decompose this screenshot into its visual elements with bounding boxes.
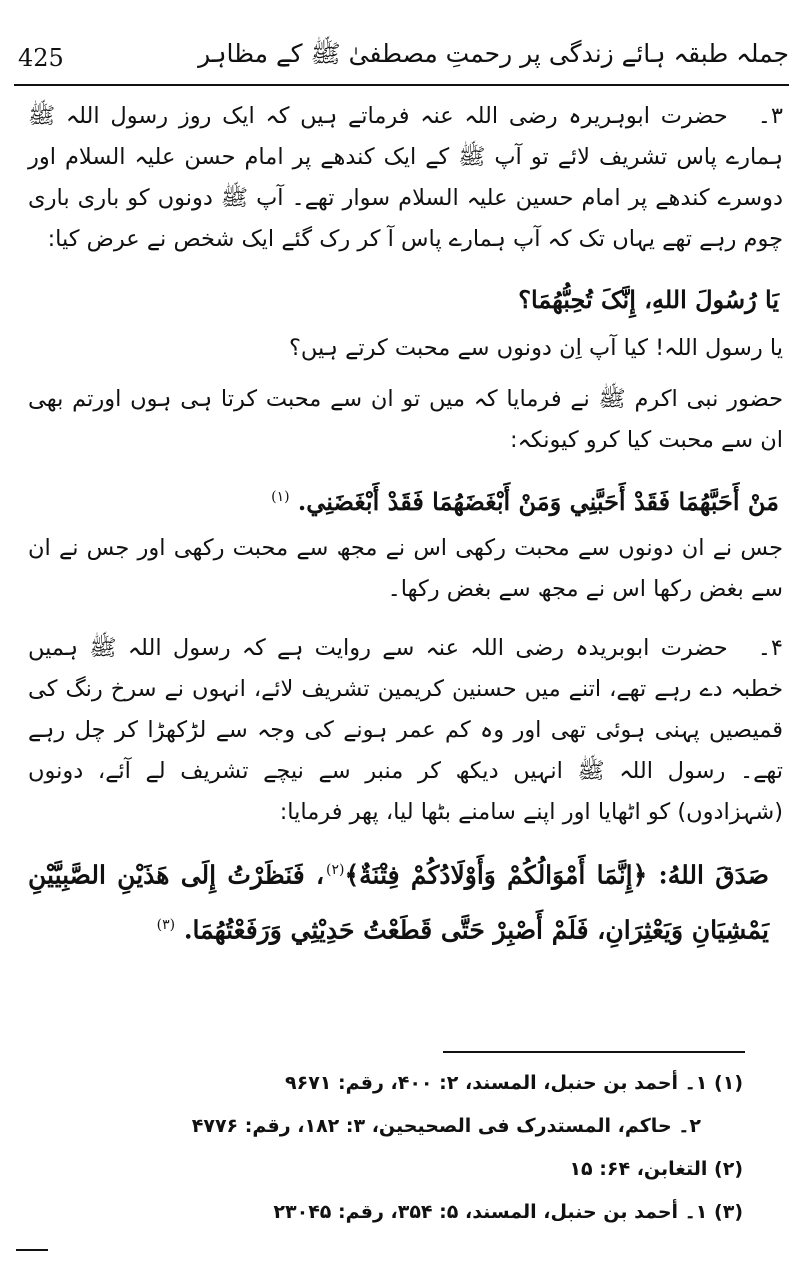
text-line: ایک شخص نے عرض کیا:	[47, 226, 275, 252]
text-line: حضرت ابوبریدہ رضی اللہ عنہ سے روایت ہے کہ رسول اللہ ﷺ ہمیں خطبہ دے رہے تھے،	[28, 635, 783, 702]
header-divider	[14, 84, 789, 86]
footnote-ref: (۳)	[156, 917, 176, 934]
footnote-2: (۲) التغابن، ۶۴: ۱۵	[569, 1158, 743, 1180]
arabic-hadith-text: مَنْ أَحَبَّهُمَا فَقَدْ أَحَبَّنِي وَمَنْ أَبْغَضَهُمَا فَقَدْ أَبْغَضَنِي.	[297, 487, 779, 516]
arabic-quote: يَا رُسُولَ اللهِ، إِنَّکَ تُحِبُّهُمَا؟	[518, 285, 779, 314]
paragraph-3	[28, 96, 783, 260]
text-line: جس نے ان دونوں سے محبت رکھی اس نے مجھ سے محبت رکھی اور جس نے ان سے	[28, 535, 783, 602]
text-line: لائے تو آپ ﷺ کے ایک کندھے پر امام حسن علیہ السلام اور دوسرے کندھے پر امام حسین علیہ السلام سوار	[28, 144, 783, 211]
text-line: حضور نبی اکرم ﷺ نے فرمایا کہ میں تو ان سے محبت کرتا ہی ہوں اورتم بھی ان سے	[28, 386, 783, 453]
continuation-mark	[16, 1249, 48, 1251]
arabic-text: ، فَنَظَرْتُ إِلَى هَذَيْنِ	[117, 860, 325, 890]
arabic-text: الصَّبِيَّيْنِ يَمْشِيَانِ وَيَعْثِرَانِ، فَلَمْ أَصْبِرْ حَتَّى قَطَعْتُ حَدِيْثِي وَرَفَعْتُهُمَا.	[28, 860, 769, 945]
running-title: جملہ طبقہ ہائے زندگی پر رحمتِ مصطفیٰ ﷺ کے مظاہر	[198, 39, 789, 68]
text-line: تھے۔ آپ ﷺ دونوں کو باری باری چوم رہے تھے یہاں تک کہ آپ ہمارے پاس آ کر رک گئے	[28, 185, 783, 252]
footnotes	[40, 1062, 743, 1234]
text-line: محبت کیا کرو کیونکہ:	[510, 427, 714, 453]
footnote-ref: (۱)	[271, 489, 290, 505]
footnote-3: (۳) ۱۔ أحمد بن حنبل، المسند، ۵: ۳۵۴، رقم: ۲۳۰۴۵	[273, 1201, 743, 1223]
page-number: 425	[18, 44, 64, 72]
main-text	[28, 96, 783, 956]
footnote-1b: ۲۔ حاکم، المستدرک فی الصحیحین، ۳: ۱۸۲، رقم: ۴۷۷۶	[191, 1115, 701, 1137]
text-line: ہونے کی وجہ سے لڑکھڑا کر چل رہے تھے۔ رسول اللہ ﷺ انہیں دیکھ کر منبر سے نیچے تشریف لے	[28, 717, 783, 784]
text-line: بغض رکھا اس نے مجھ سے بغض رکھا۔	[387, 576, 744, 602]
urdu-translation-2	[28, 528, 783, 610]
text-line: آئے، دونوں (شہزادوں) کو اٹھایا اور اپنے سامنے بٹھا لیا، پھر فرمایا:	[28, 758, 783, 825]
arabic-hadith-2	[28, 845, 783, 956]
paragraph-3-continued	[28, 379, 783, 461]
arabic-hadith	[28, 475, 783, 524]
text-line: حضرت ابوہریرہ رضی اللہ عنہ فرماتے ہیں کہ ایک روز رسول اللہ ﷺ ہمارے پاس تشریف	[28, 103, 784, 170]
text-line: اتنے میں حسنین کریمین تشریف لائے، انہوں نے سرخ رنگ کی قمیصیں پہنی ہوئی تھی اور وہ کم عمر	[28, 676, 784, 743]
footnote-ref: (۲)	[326, 862, 345, 878]
arabic-text: صَدَقَ اللهُ: ﴿إِنَّمَا أَمْوَالُكُمْ وَأَوْلَادُكُمْ فِتْنَةٌ﴾	[344, 860, 769, 890]
footnote-divider	[443, 1051, 745, 1053]
paragraph-number: ۴۔	[757, 635, 783, 661]
footnote-1: (۱) ۱۔ أحمد بن حنبل، المسند، ۲: ۴۰۰، رقم: ۹۶۷۱	[285, 1072, 743, 1094]
paragraph-4	[28, 628, 783, 833]
paragraph-number: ۳۔	[757, 103, 783, 129]
urdu-translation: یا رسول اللہ! کیا آپ اِن دونوں سے محبت کرتے ہیں؟	[288, 335, 783, 361]
page-header	[14, 26, 789, 82]
